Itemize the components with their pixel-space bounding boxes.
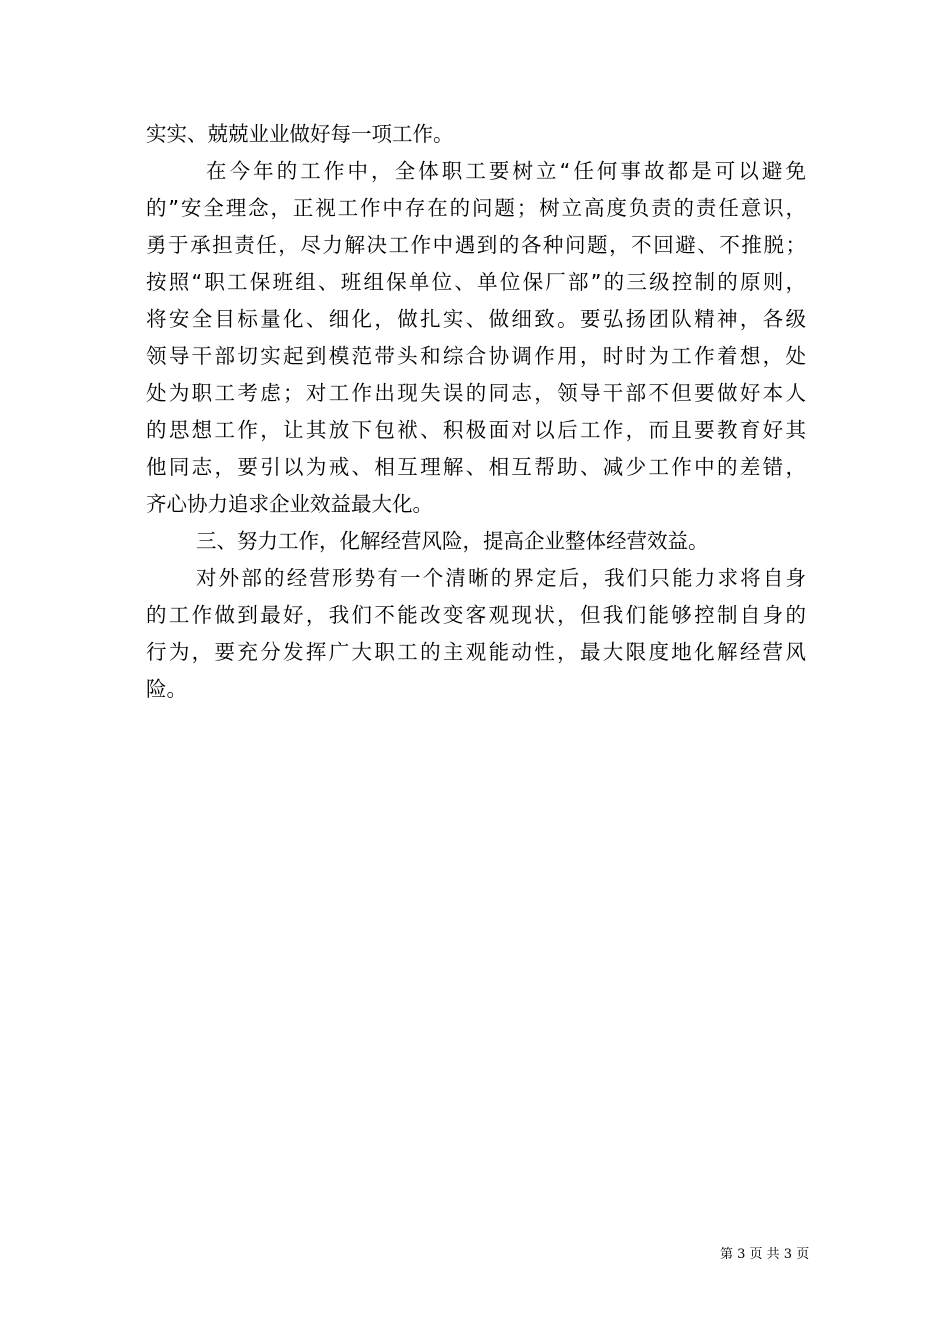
text-line: 处为职工考虑；对工作出现失误的同志，领导干部不但要做好本人 [146, 381, 806, 405]
body-text [146, 116, 806, 708]
text-line: 齐心协力追求企业效益最大化。 [146, 492, 433, 516]
text-line: 的思想工作，让其放下包袱、积极面对以后工作，而且要教育好其 [146, 418, 806, 442]
text-line: 他同志，要引以为戒、相互理解、相互帮助、减少工作中的差错， [146, 455, 806, 479]
text-line: 的”安全理念，正视工作中存在的问题；树立高度负责的责任意识， [146, 196, 806, 220]
text-line: 险。 [146, 677, 187, 701]
text-line: 对外部的经营形势有一个清晰的界定后，我们只能力求将自身 [196, 566, 806, 590]
text-line: 三、努力工作，化解经营风险，提高企业整体经营效益。 [196, 529, 709, 553]
text-line: 在今年的工作中，全体职工要树立“任何事故都是可以避免 [206, 159, 806, 183]
text-line: 按照“职工保班组、班组保单位、单位保厂部”的三级控制的原则， [146, 270, 806, 294]
text-line: 的工作做到最好，我们不能改变客观现状，但我们能够控制自身的 [146, 603, 806, 627]
text-line: 实实、兢兢业业做好每一项工作。 [146, 122, 454, 146]
page-footer: 第 3 页 共 3 页 [720, 1247, 810, 1262]
text-line: 领导干部切实起到模范带头和综合协调作用，时时为工作着想，处 [146, 344, 806, 368]
text-line: 勇于承担责任，尽力解决工作中遇到的各种问题，不回避、不推脱； [146, 233, 806, 257]
text-line: 行为，要充分发挥广大职工的主观能动性，最大限度地化解经营风 [146, 640, 806, 664]
text-line: 将安全目标量化、细化，做扎实、做细致。要弘扬团队精神，各级 [146, 307, 806, 331]
